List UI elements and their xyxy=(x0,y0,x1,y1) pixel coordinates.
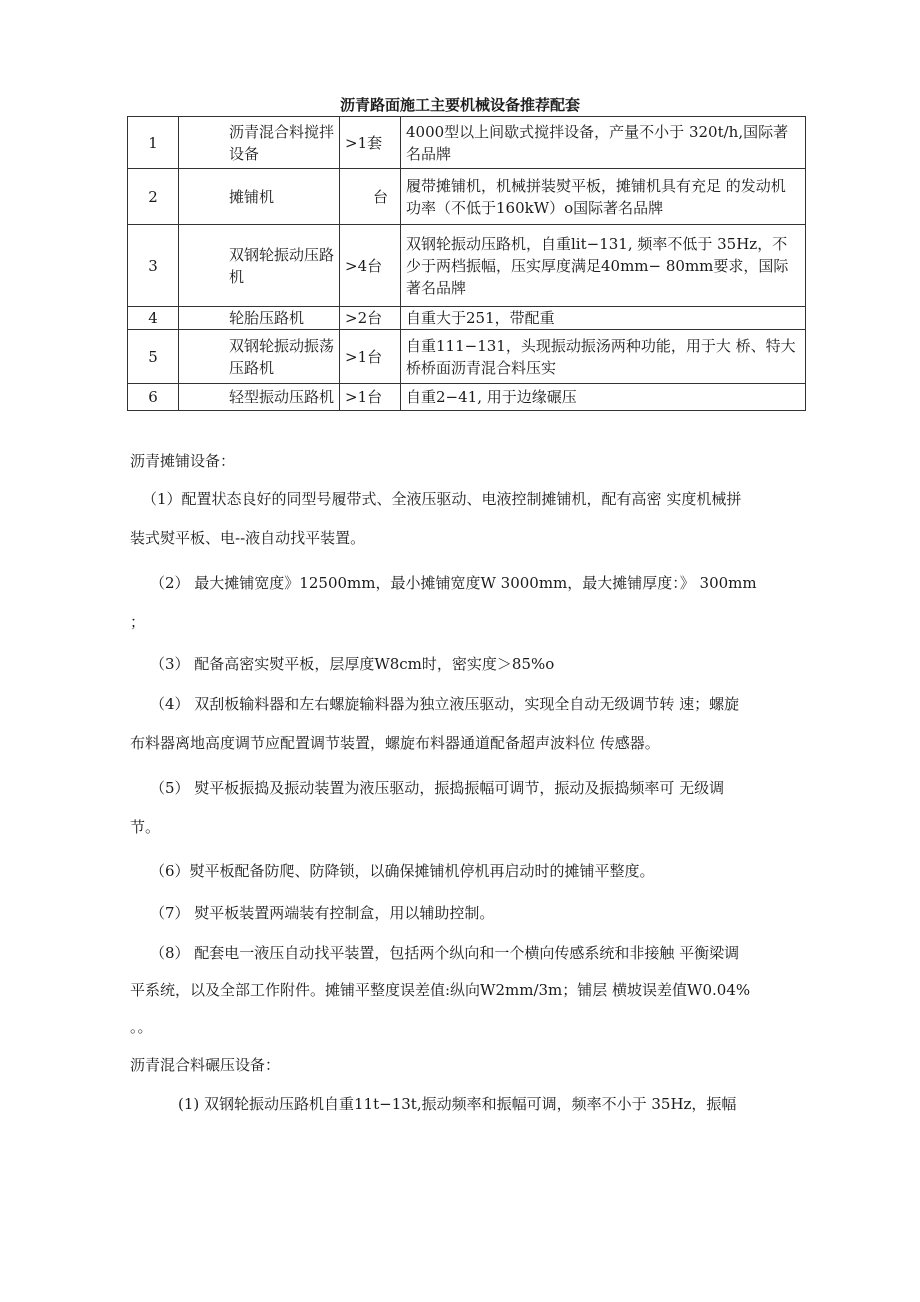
paving-item-line: （3） 配备高密实熨平板，层厚度W8cm时，密实度＞85%o xyxy=(150,655,555,673)
equipment-quantity: >1套 xyxy=(340,117,401,169)
paving-item-line: 。。 xyxy=(130,1018,153,1036)
paving-item-line: 节。 xyxy=(130,818,161,836)
compaction-item-1 xyxy=(130,1085,806,1124)
paving-item-6 xyxy=(130,852,806,891)
equipment-name: 双钢轮振动压路 机 xyxy=(179,225,340,307)
compaction-item-line: (1) 双钢轮振动压路机自重11t−13t,振动频率和振幅可调，频率不小于 35Hz，振幅 xyxy=(178,1095,737,1113)
equipment-spec: 履带摊铺机，机械拼装熨平板，摊铺机具有充足 的发动机功率（不低于160kW）o国际著名品牌 xyxy=(401,169,806,225)
equipment-spec: 自重2−41, 用于边缘碾压 xyxy=(401,384,806,411)
document-title: 沥青路面施工主要机械设备推荐配套 xyxy=(339,96,580,114)
paving-item-line: 布料器离地高度调节应配置调节装置，螺旋布料器通道配备超声波料位 传感器。 xyxy=(130,734,660,752)
paving-item-line: （1）配置状态良好的同型号履带式、全液压驱动、电液控制摊铺机，配有高密 实度机械拼 xyxy=(142,490,742,508)
equipment-table xyxy=(127,116,806,411)
equipment-spec: 双钢轮振动压路机，自重lit−131, 频率不低于 35Hz，不少于两档振幅，压实厚度满足40mm− 80mm要求，国际著名品牌 xyxy=(401,225,806,307)
paving-item-2 xyxy=(130,564,806,642)
row-number: 1 xyxy=(128,117,179,169)
paving-item-line: （4） 双刮板输料器和左右螺旋输料器为独立液压驱动，实现全自动无级调节转 速；螺旋 xyxy=(150,695,740,713)
equipment-name: 摊铺机 xyxy=(179,169,340,225)
equipment-quantity: >4台 xyxy=(340,225,401,307)
equipment-name: 沥青混合料搅拌 设备 xyxy=(179,117,340,169)
row-number: 6 xyxy=(128,384,179,411)
equipment-quantity: 台 xyxy=(340,169,401,225)
paving-item-line: 平系统，以及全部工作附件。摊铺平整度误差值:纵向W2mm/3m；铺层 横坡误差值W0.04% xyxy=(130,981,751,999)
row-number: 4 xyxy=(128,307,179,330)
paving-item-line: （2） 最大摊铺宽度》12500mm，最小摊铺宽度W 3000mm，最大摊铺厚度：》 300mm xyxy=(150,574,757,592)
table-row xyxy=(128,384,806,411)
equipment-quantity: >2台 xyxy=(340,307,401,330)
paving-item-line: （6）熨平板配备防爬、防降锁，以确保摊铺机停机再启动时的摊铺平整度。 xyxy=(150,862,655,880)
table-row xyxy=(128,307,806,330)
paving-item-5 xyxy=(130,769,806,847)
paving-heading: 沥青摊铺设备： xyxy=(130,452,236,470)
paving-item-8 xyxy=(130,935,806,1046)
table-row xyxy=(128,169,806,225)
paving-item-3 xyxy=(130,645,806,684)
row-number: 5 xyxy=(128,330,179,384)
equipment-quantity: >1台 xyxy=(340,330,401,384)
equipment-spec: 4000型以上间歇式搅拌设备，产量不小于 320t/h,国际著名品牌 xyxy=(401,117,806,169)
paving-item-line: （5） 熨平板振捣及振动装置为液压驱动，振捣振幅可调节，振动及振捣频率可 无级调 xyxy=(150,779,725,797)
paving-item-4 xyxy=(130,685,806,763)
paving-item-7 xyxy=(130,894,806,933)
paving-item-line: （8） 配套电一液压自动找平装置，包括两个纵向和一个横向传感系统和非接触 平衡梁调 xyxy=(150,944,740,962)
equipment-spec: 自重大于251，带配重 xyxy=(401,307,806,330)
table-row xyxy=(128,225,806,307)
equipment-name: 轻型振动压路机 xyxy=(179,384,340,411)
equipment-spec: 自重111−131，头现振动振汤两种功能，用于大 桥、特大桥桥面沥青混合料压实 xyxy=(401,330,806,384)
table-row xyxy=(128,330,806,384)
compaction-heading: 沥青混合料碾压设备： xyxy=(130,1056,281,1074)
paving-item-line: ； xyxy=(130,613,146,631)
equipment-quantity: >1台 xyxy=(340,384,401,411)
equipment-name: 双钢轮振动振荡 压路机 xyxy=(179,330,340,384)
table-row xyxy=(128,117,806,169)
equipment-name: 轮胎压路机 xyxy=(179,307,340,330)
paving-item-line: （7） 熨平板装置两端装有控制盒，用以辅助控制。 xyxy=(150,904,495,922)
row-number: 3 xyxy=(128,225,179,307)
row-number: 2 xyxy=(128,169,179,225)
paving-item-line: 装式熨平板、电--液自动找平装置。 xyxy=(130,529,366,547)
paving-item-1 xyxy=(130,480,806,558)
